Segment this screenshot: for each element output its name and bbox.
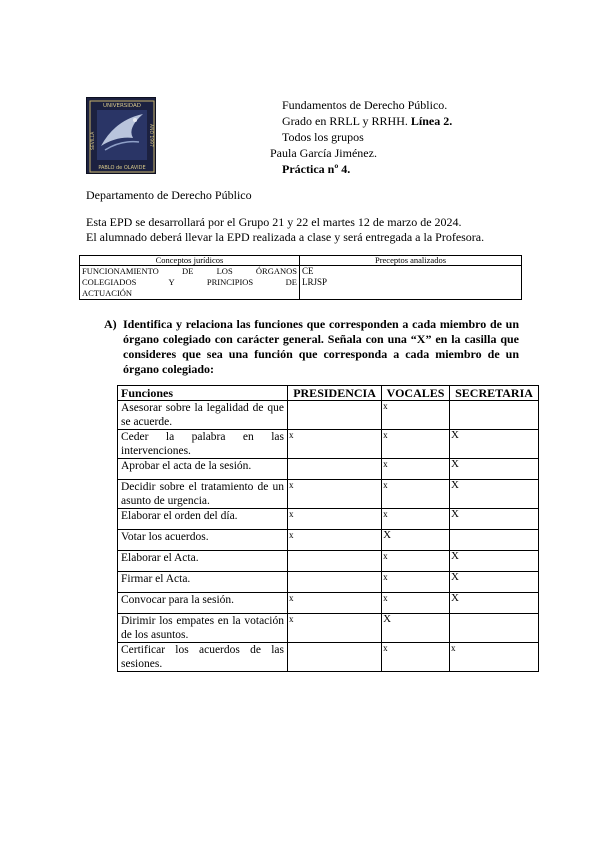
function-cell: Elaborar el orden del día. — [118, 509, 288, 530]
table-row — [118, 572, 539, 593]
table-row — [118, 509, 539, 530]
function-cell: Convocar para la sesión. — [118, 593, 288, 614]
table-row — [118, 401, 539, 430]
concepts-line-2: COLEGIADOS Y PRINCIPIOS DE — [82, 277, 297, 287]
table-row — [118, 530, 539, 551]
vocales-cell: x — [382, 643, 450, 672]
logo-text-right: AÑO 1997 — [148, 124, 153, 147]
degree-line-number: Línea 2. — [410, 114, 453, 128]
concepts-line-3: ACTUACIÓN — [82, 288, 133, 298]
question-a — [104, 317, 519, 377]
functions-table — [117, 385, 539, 672]
presidencia-cell: x — [288, 480, 382, 509]
precepts-header: Preceptos analizados — [300, 256, 522, 266]
secretaria-cell — [450, 401, 539, 430]
intro-line-2: El alumnado deberá llevar la EPD realizada a clase y será entregada a la Profesora. — [86, 230, 485, 244]
secretaria-cell — [450, 530, 539, 551]
secretaria-cell: X — [450, 572, 539, 593]
teacher-name: Paula García Jiménez. — [270, 146, 377, 160]
vocales-cell: x — [382, 401, 450, 430]
table-row — [118, 614, 539, 643]
secretaria-cell: X — [450, 509, 539, 530]
vocales-cell: x — [382, 480, 450, 509]
function-cell: Elaborar el Acta. — [118, 551, 288, 572]
degree-line — [282, 113, 452, 129]
university-logo — [86, 97, 156, 174]
function-cell: Aprobar el acta de la sesión. — [118, 459, 288, 480]
secretaria-cell: X — [450, 430, 539, 459]
function-cell: Dirimir los empates en la votación de los asuntos. — [118, 614, 288, 643]
presidencia-cell — [288, 643, 382, 672]
presidencia-cell: x — [288, 530, 382, 551]
presidencia-cell — [288, 401, 382, 430]
question-text: Identifica y relaciona las funciones que corresponden a cada miembro de un órgano colegiado con carácter general. Señala con una “X” en la casilla que consideres que sea una función que corresponda a cada miembro de un órgano colegiado: — [123, 317, 519, 376]
university-seal-icon — [87, 98, 156, 174]
function-cell: Asesorar sobre la legalidad de que se acuerde. — [118, 401, 288, 430]
groups-line: Todos los grupos — [282, 130, 364, 144]
vocales-cell: X — [382, 614, 450, 643]
vocales-cell: x — [382, 459, 450, 480]
vocales-cell: x — [382, 593, 450, 614]
vocales-cell: x — [382, 509, 450, 530]
course-title: Fundamentos de Derecho Público. — [282, 98, 448, 112]
header-vocales: VOCALES — [382, 386, 450, 401]
header-funciones: Funciones — [118, 386, 288, 401]
table-row — [118, 480, 539, 509]
logo-text-left: SEVILLA — [91, 131, 96, 150]
vocales-cell: X — [382, 530, 450, 551]
logo-text-top: UNIVERSIDAD — [102, 103, 142, 109]
presidencia-cell: x — [288, 593, 382, 614]
header-secretaria: SECRETARIA — [450, 386, 539, 401]
degree-prefix: Grado en RRLL y RRHH. — [282, 114, 408, 128]
header-presidencia: PRESIDENCIA — [288, 386, 382, 401]
secretaria-cell: X — [450, 551, 539, 572]
precepts-line-1: CE — [302, 266, 314, 276]
presidencia-cell: x — [288, 430, 382, 459]
table-row — [118, 551, 539, 572]
vocales-cell: x — [382, 551, 450, 572]
secretaria-cell: X — [450, 593, 539, 614]
function-cell: Votar los acuerdos. — [118, 530, 288, 551]
presidencia-cell: x — [288, 614, 382, 643]
presidencia-cell: x — [288, 509, 382, 530]
concepts-header: Conceptos jurídicos — [80, 256, 300, 266]
precepts-cell — [300, 266, 522, 300]
concepts-cell — [80, 266, 300, 300]
precepts-line-2: LRJSP — [302, 277, 328, 287]
question-label: A) — [104, 317, 117, 331]
table-row — [118, 593, 539, 614]
function-cell: Certificar los acuerdos de las sesiones. — [118, 643, 288, 672]
intro-line-1: Esta EPD se desarrollará por el Grupo 21 y 22 el martes 12 de marzo de 2024. — [86, 215, 462, 229]
function-cell: Decidir sobre el tratamiento de un asunto de urgencia. — [118, 480, 288, 509]
table-row — [118, 643, 539, 672]
secretaria-cell — [450, 614, 539, 643]
function-cell: Ceder la palabra en las intervenciones. — [118, 430, 288, 459]
vocales-cell: x — [382, 572, 450, 593]
logo-text-bottom: PABLO de OLAVIDE — [98, 165, 146, 171]
presidencia-cell — [288, 572, 382, 593]
secretaria-cell: X — [450, 459, 539, 480]
functions-header-row — [118, 386, 539, 401]
concepts-table — [79, 255, 522, 300]
secretaria-cell: X — [450, 480, 539, 509]
presidencia-cell — [288, 459, 382, 480]
practice-number: Práctica nº 4. — [282, 162, 351, 176]
concepts-line-1: FUNCIONAMIENTO DE LOS ÓRGANOS — [82, 266, 297, 276]
secretaria-cell: x — [450, 643, 539, 672]
table-row — [118, 459, 539, 480]
department: Departamento de Derecho Público — [86, 188, 252, 202]
vocales-cell: x — [382, 430, 450, 459]
presidencia-cell — [288, 551, 382, 572]
table-row — [118, 430, 539, 459]
function-cell: Firmar el Acta. — [118, 572, 288, 593]
